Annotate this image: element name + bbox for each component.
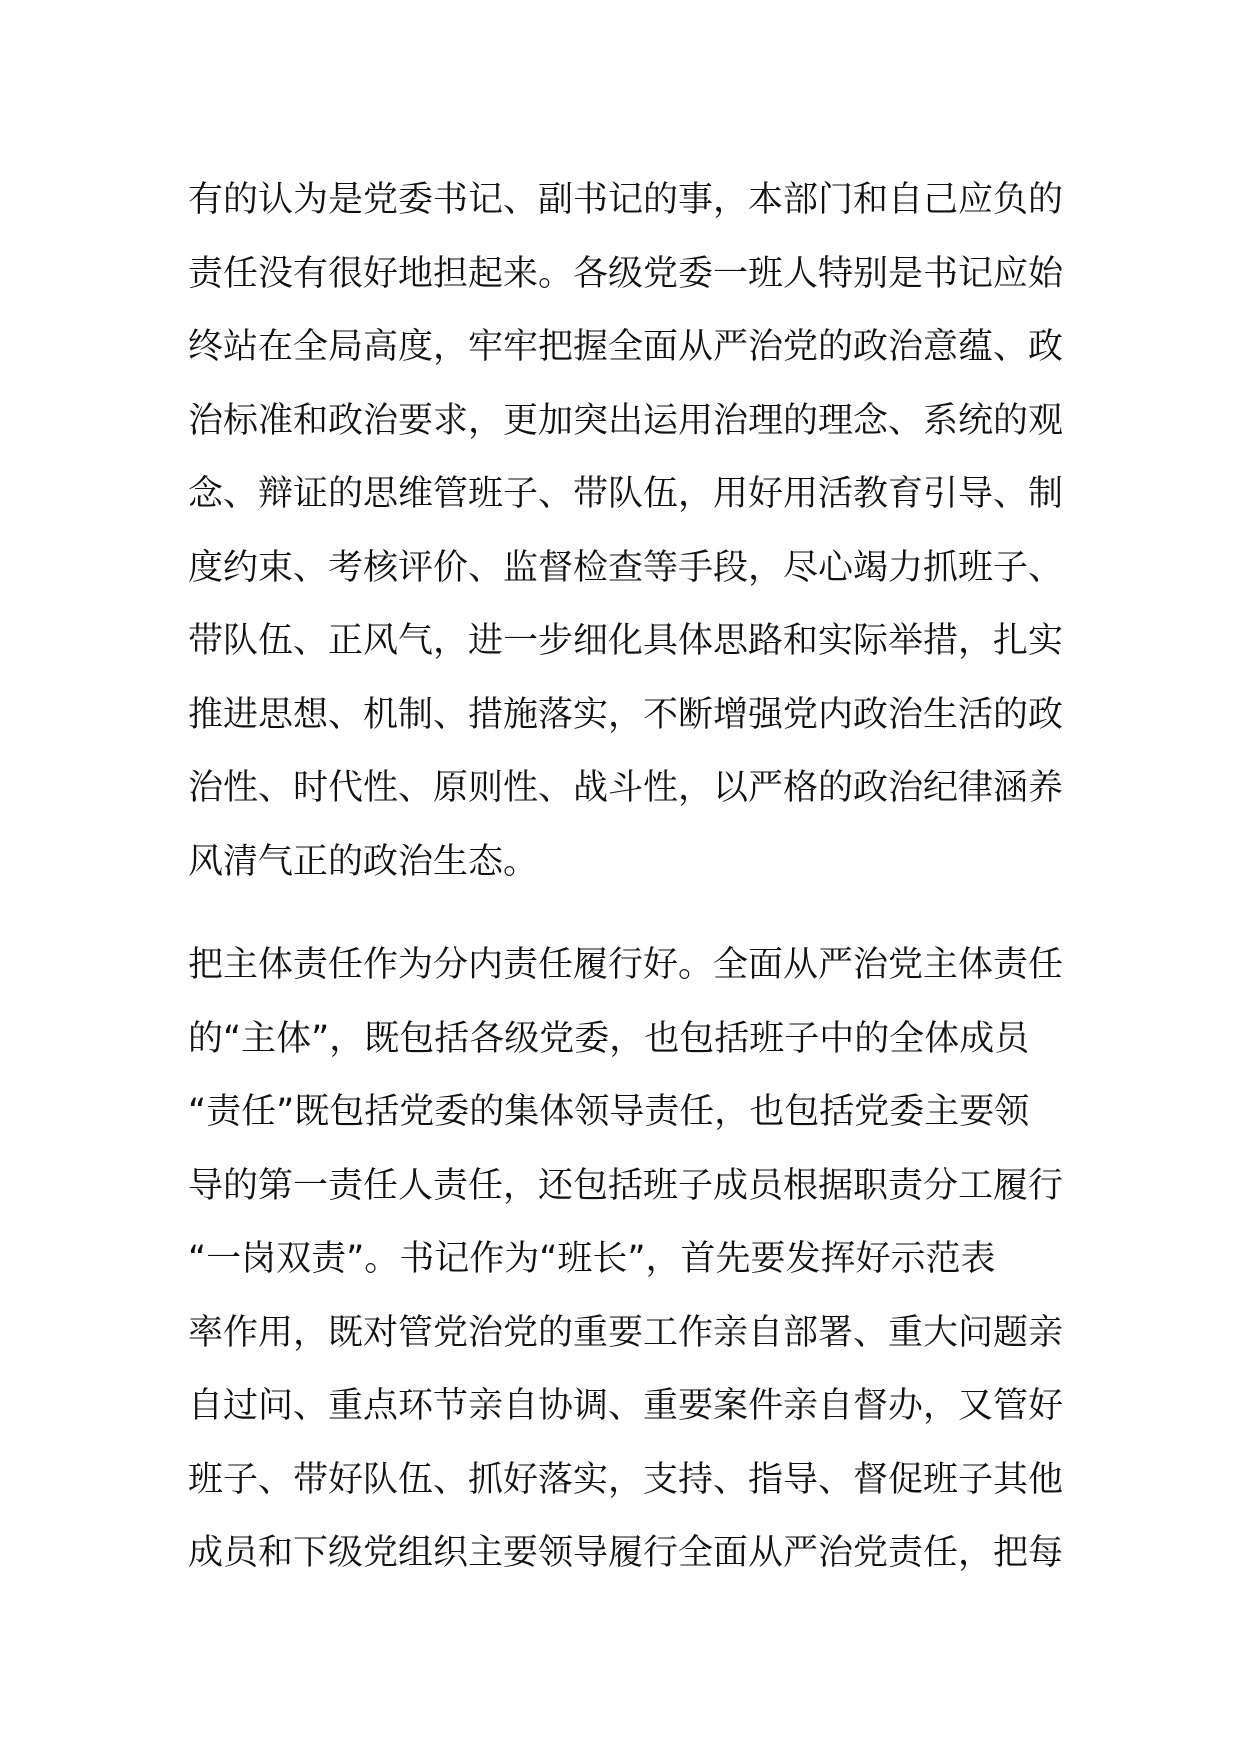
text-line: 终站在全局高度，牢牢把握全面从严治党的政治意蕴、政	[188, 327, 1064, 367]
text-line: 风清气正的政治生态。	[188, 841, 539, 882]
text-line: 推进思想、机制、措施落实，不断增强党内政治生活的政	[188, 694, 1064, 735]
text-line: 责任没有很好地担起来。各级党委一班人特别是书记应始	[188, 253, 1064, 294]
text-line: 班子、带好队伍、抓好落实，支持、指导、督促班子其他	[188, 1459, 1064, 1500]
text-line: 念、辩证的思维管班子、带队伍，用好用活教育引导、制	[188, 474, 1064, 514]
text-line: 有的认为是党委书记、副书记的事，本部门和自己应负的	[188, 180, 1064, 220]
text-line: 率作用，既对管党治党的重要工作亲自部署、重大问题亲	[188, 1312, 1064, 1353]
paragraph-1	[188, 164, 1068, 899]
text-line: 导的第一责任人责任，还包括班子成员根据职责分工履行	[188, 1165, 1064, 1206]
text-line: 把主体责任作为分内责任履行好。全面从严治党主体责任	[188, 945, 1064, 985]
text-line: 带队伍、正风气，进一步细化具体思路和实际举措，扎实	[188, 621, 1064, 661]
text-line: “一岗双责”。书记作为“班长”，首先要发挥好示范表	[188, 1239, 996, 1279]
text-line: 自过问、重点环节亲自协调、重要案件亲自督办，又管好	[188, 1386, 1064, 1426]
text-line: 度约束、考核评价、监督检查等手段，尽心竭力抓班子、	[188, 547, 1064, 588]
text-line: 成员和下级党组织主要领导履行全面从严治党责任，把每	[188, 1533, 1064, 1573]
text-line: 治标准和政治要求，更加突出运用治理的理念、系统的观	[188, 400, 1064, 441]
text-line: 治性、时代性、原则性、战斗性，以严格的政治纪律涵养	[188, 768, 1064, 808]
text-line: 的“主体”，既包括各级党委，也包括班子中的全体成员	[188, 1018, 1030, 1059]
text-line: “责任”既包括党委的集体领导责任，也包括党委主要领	[188, 1092, 1030, 1132]
paragraph-2	[188, 929, 1068, 1591]
